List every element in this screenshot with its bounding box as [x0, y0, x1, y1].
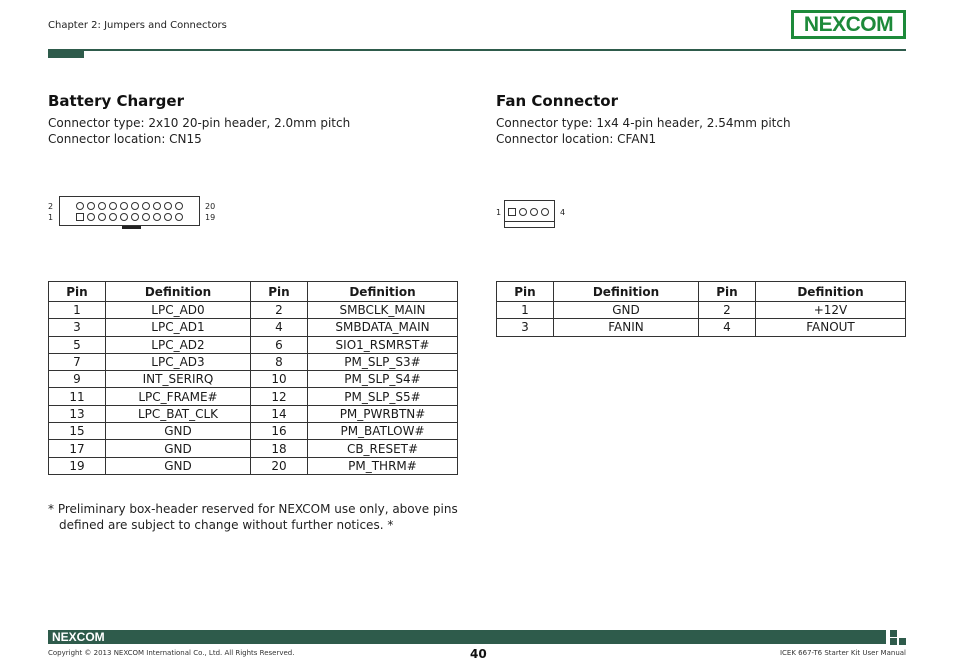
table-row — [49, 371, 458, 388]
definition-cell: GND — [106, 457, 251, 474]
battery-table-body — [49, 302, 458, 475]
pin-row-bottom — [76, 213, 183, 221]
pin — [175, 213, 183, 221]
pin — [87, 202, 95, 210]
pin-cell: 11 — [49, 388, 106, 405]
pin-cell: 4 — [699, 319, 756, 336]
copyright-text: Copyright © 2013 NEXCOM International Co., Ltd. All Rights Reserved. — [48, 649, 295, 657]
fan-pin-table — [496, 281, 906, 337]
pin-cell: 13 — [49, 405, 106, 422]
nexcom-logo — [791, 10, 906, 39]
battery-connector-type: Connector type: 2x10 20-pin header, 2.0mm pitch — [48, 116, 351, 130]
pin — [120, 213, 128, 221]
pin — [164, 213, 172, 221]
definition-cell: +12V — [756, 302, 906, 319]
pin-cell: 2 — [699, 302, 756, 319]
pin — [153, 202, 161, 210]
footer-bar — [48, 630, 886, 644]
col-definition: Definition — [308, 282, 458, 302]
pin-cell: 18 — [251, 440, 308, 457]
pin-cell: 3 — [49, 319, 106, 336]
definition-cell: SIO1_RSMRST# — [308, 336, 458, 353]
table-row — [49, 388, 458, 405]
pin-row-top — [76, 202, 183, 210]
pin-cell: 7 — [49, 353, 106, 370]
pin — [131, 213, 139, 221]
col-pin: Pin — [699, 282, 756, 302]
table-row — [49, 405, 458, 422]
col-definition: Definition — [756, 282, 906, 302]
definition-cell: LPC_FRAME# — [106, 388, 251, 405]
pin — [541, 208, 549, 216]
pin-cell: 2 — [251, 302, 308, 319]
pin-cell: 1 — [49, 302, 106, 319]
pin-cell: 12 — [251, 388, 308, 405]
fan-pin-label-left: 1 — [496, 208, 502, 217]
table-row — [49, 457, 458, 474]
page-number: 40 — [470, 647, 487, 661]
pin — [131, 202, 139, 210]
pin-cell: 1 — [497, 302, 554, 319]
pin-cell: 6 — [251, 336, 308, 353]
pin — [98, 202, 106, 210]
definition-cell: LPC_AD1 — [106, 319, 251, 336]
battery-connector-location: Connector location: CN15 — [48, 132, 202, 146]
table-row — [49, 319, 458, 336]
fan-connector-type: Connector type: 1x4 4-pin header, 2.54mm pitch — [496, 116, 791, 130]
fan-pin-row — [508, 208, 549, 216]
header-outline — [59, 196, 200, 226]
table-row — [49, 440, 458, 457]
definition-cell: GND — [554, 302, 699, 319]
col-pin: Pin — [497, 282, 554, 302]
footer-logo: NEXCOM — [52, 630, 105, 644]
pin — [87, 213, 95, 221]
pin-cell: 17 — [49, 440, 106, 457]
definition-cell: LPC_BAT_CLK — [106, 405, 251, 422]
pin-label-bottom-right: 19 — [205, 213, 216, 222]
definition-cell: CB_RESET# — [308, 440, 458, 457]
fan-pin-label-right: 4 — [560, 208, 566, 217]
pin-cell: 10 — [251, 371, 308, 388]
pin — [76, 202, 84, 210]
pin — [519, 208, 527, 216]
pin — [153, 213, 161, 221]
manual-title: ICEK 667-T6 Starter Kit User Manual — [779, 649, 906, 657]
definition-cell: SMBDATA_MAIN — [308, 319, 458, 336]
footer-square — [899, 638, 906, 645]
definition-cell: GND — [106, 423, 251, 440]
table-header-row — [49, 282, 458, 302]
pin-label-top-left: 2 — [48, 202, 54, 211]
pin-cell: 4 — [251, 319, 308, 336]
fan-connector-location: Connector location: CFAN1 — [496, 132, 657, 146]
col-definition: Definition — [554, 282, 699, 302]
definition-cell: GND — [106, 440, 251, 457]
definition-cell: PM_SLP_S5# — [308, 388, 458, 405]
definition-cell: LPC_AD3 — [106, 353, 251, 370]
chapter-title: Chapter 2: Jumpers and Connectors — [48, 20, 227, 31]
pin-cell: 14 — [251, 405, 308, 422]
definition-cell: PM_PWRBTN# — [308, 405, 458, 422]
col-definition: Definition — [106, 282, 251, 302]
pin — [530, 208, 538, 216]
pin-cell: 15 — [49, 423, 106, 440]
table-row — [497, 302, 906, 319]
definition-cell: INT_SERIRQ — [106, 371, 251, 388]
table-row — [49, 353, 458, 370]
note-line: defined are subject to change without further notices. * — [59, 518, 394, 532]
definition-cell: PM_THRM# — [308, 457, 458, 474]
table-header-row — [497, 282, 906, 302]
fan-connector-title: Fan Connector — [496, 92, 618, 110]
definition-cell: PM_BATLOW# — [308, 423, 458, 440]
table-row — [497, 319, 906, 336]
header-rule-block — [48, 49, 84, 58]
definition-cell: SMBCLK_MAIN — [308, 302, 458, 319]
definition-cell: LPC_AD2 — [106, 336, 251, 353]
pin-cell: 5 — [49, 336, 106, 353]
pin-cell: 9 — [49, 371, 106, 388]
table-row — [49, 423, 458, 440]
pin-1-square — [508, 208, 516, 216]
pin — [109, 202, 117, 210]
pin — [98, 213, 106, 221]
definition-cell: PM_SLP_S4# — [308, 371, 458, 388]
pin-label-top-right: 20 — [205, 202, 216, 211]
battery-charger-title: Battery Charger — [48, 92, 184, 110]
fan-header-lock-line — [504, 221, 555, 222]
pin-1-square — [76, 213, 84, 221]
logo-text: NEXCOM — [803, 12, 894, 36]
note-line: * Preliminary box-header reserved for NEXCOM use only, above pins — [48, 502, 458, 516]
col-pin: Pin — [251, 282, 308, 302]
pin-label-bottom-left: 1 — [48, 213, 54, 222]
footer-square — [890, 630, 897, 637]
header-key-notch — [122, 226, 141, 229]
fan-table-body — [497, 302, 906, 337]
pin-cell: 20 — [251, 457, 308, 474]
pin — [164, 202, 172, 210]
table-row — [49, 336, 458, 353]
pin-cell: 16 — [251, 423, 308, 440]
pin — [120, 202, 128, 210]
col-pin: Pin — [49, 282, 106, 302]
footer-square — [890, 638, 897, 645]
definition-cell: FANOUT — [756, 319, 906, 336]
battery-pin-table — [48, 281, 458, 475]
pin-cell: 8 — [251, 353, 308, 370]
header-rule — [48, 49, 906, 51]
preliminary-note — [48, 501, 458, 533]
pin-cell: 19 — [49, 457, 106, 474]
definition-cell: LPC_AD0 — [106, 302, 251, 319]
definition-cell: FANIN — [554, 319, 699, 336]
pin — [175, 202, 183, 210]
table-row — [49, 302, 458, 319]
pin — [109, 213, 117, 221]
pin-cell: 3 — [497, 319, 554, 336]
pin — [142, 213, 150, 221]
definition-cell: PM_SLP_S3# — [308, 353, 458, 370]
pin — [142, 202, 150, 210]
